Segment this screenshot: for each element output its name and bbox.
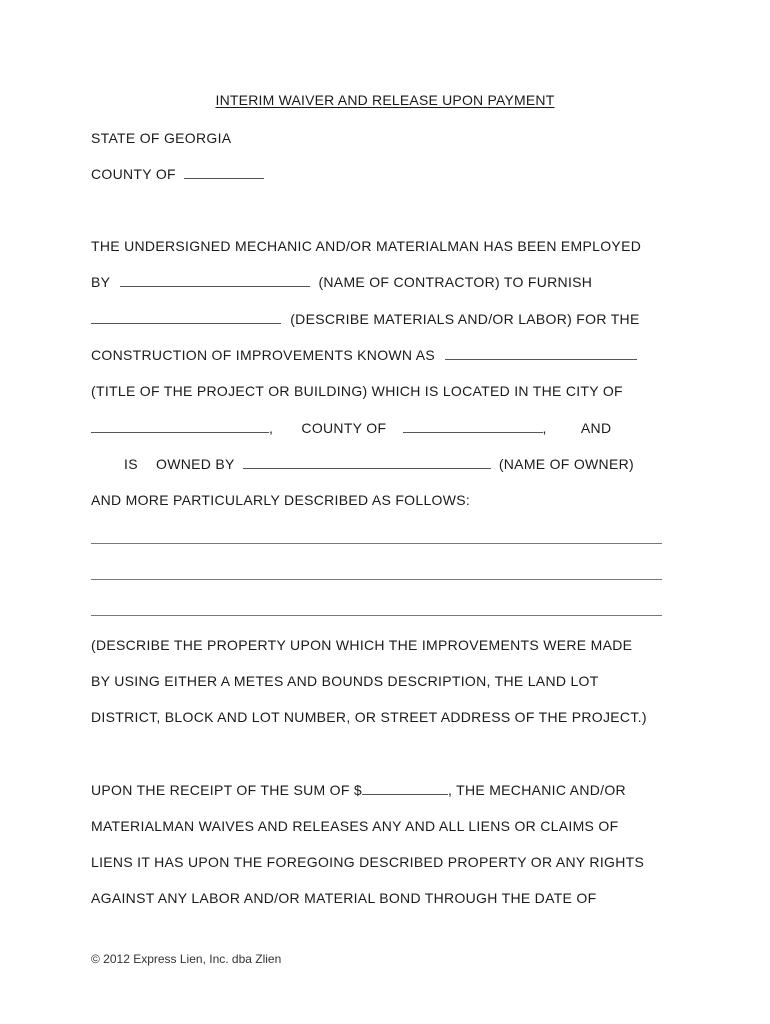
payment-line-4: AGAINST ANY LABOR AND/OR MATERIAL BOND THROUGH THE DATE OF: [91, 890, 597, 906]
document-title: INTERIM WAIVER AND RELEASE UPON PAYMENT: [215, 92, 555, 108]
body-line-8: AND MORE PARTICULARLY DESCRIBED AS FOLLOWS:: [91, 492, 471, 508]
body-line-6: , COUNTY OF , AND: [91, 419, 611, 437]
body-line-3: (DESCRIBE MATERIALS AND/OR LABOR) FOR THE: [91, 310, 640, 328]
body-line-5: (TITLE OF THE PROJECT OR BUILDING) WHICH IS LOCATED IN THE CITY OF: [91, 383, 623, 399]
county-blank[interactable]: [184, 166, 264, 179]
property-desc-line-1: (DESCRIBE THE PROPERTY UPON WHICH THE IMPROVEMENTS WERE MADE: [91, 637, 633, 653]
project-blank[interactable]: [445, 347, 637, 360]
materials-blank[interactable]: [91, 311, 281, 324]
body-line-7: IS OWNED BY (NAME OF OWNER): [124, 456, 634, 472]
payment-line-2: MATERIALMAN WAIVES AND RELEASES ANY AND ALL LIENS OR CLAIMS OF: [91, 818, 619, 834]
body-line-4: CONSTRUCTION OF IMPROVEMENTS KNOWN AS: [91, 346, 637, 364]
property-desc-line-2: BY USING EITHER A METES AND BOUNDS DESCRIPTION, THE LAND LOT: [91, 673, 599, 689]
state-line: STATE OF GEORGIA: [91, 130, 232, 146]
sum-blank[interactable]: [362, 782, 448, 795]
county-line: [91, 165, 264, 183]
county-label: COUNTY OF: [91, 166, 176, 182]
description-line-1[interactable]: [91, 543, 662, 544]
body-line-2: BY (NAME OF CONTRACTOR) TO FURNISH: [91, 274, 593, 290]
contractor-blank[interactable]: [120, 274, 310, 287]
city-blank[interactable]: [91, 420, 269, 433]
payment-line-1: UPON THE RECEIPT OF THE SUM OF $ , THE MECHANIC AND/OR: [91, 782, 626, 798]
owner-blank[interactable]: [243, 456, 491, 469]
property-desc-line-3: DISTRICT, BLOCK AND LOT NUMBER, OR STREET ADDRESS OF THE PROJECT.): [91, 709, 647, 725]
copyright-footer: © 2012 Express Lien, Inc. dba Zlien: [91, 952, 282, 966]
project-county-blank[interactable]: [403, 420, 543, 433]
payment-line-3: LIENS IT HAS UPON THE FOREGOING DESCRIBED PROPERTY OR ANY RIGHTS: [91, 854, 645, 870]
description-line-2[interactable]: [91, 579, 662, 580]
body-line-1: THE UNDERSIGNED MECHANIC AND/OR MATERIALMAN HAS BEEN EMPLOYED: [91, 238, 642, 254]
description-line-3[interactable]: [91, 615, 662, 616]
